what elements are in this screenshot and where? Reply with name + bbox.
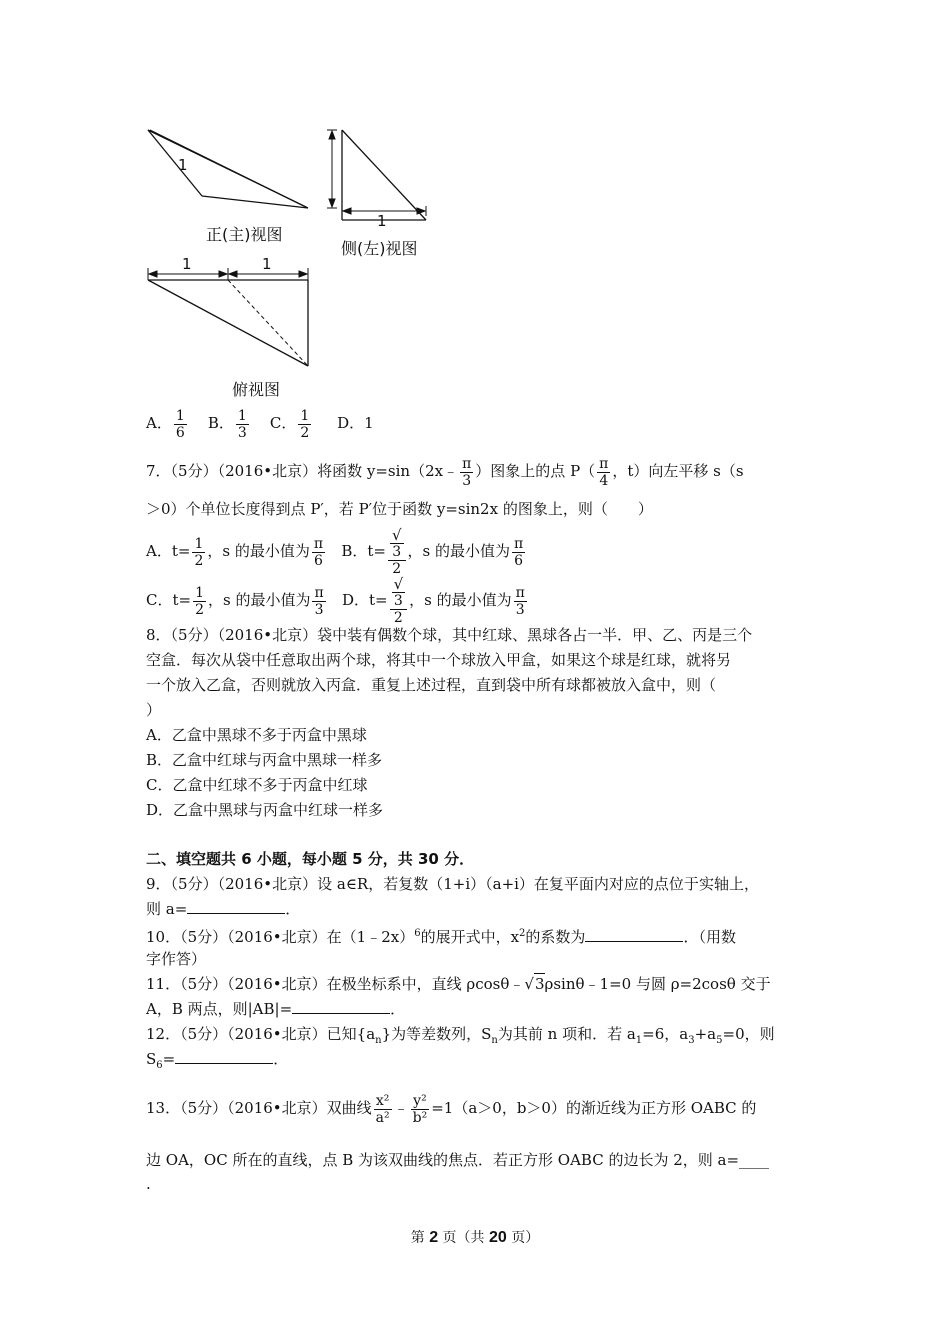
q8-line3: 一个放入乙盒，否则就放入丙盒．重复上述过程，直到袋中所有球都被放入盒中，则（	[146, 676, 717, 694]
q7-b-s-value	[512, 536, 525, 569]
q7-three: 3	[462, 472, 472, 489]
q7-d-s-value	[514, 585, 527, 618]
q11-answer-blank[interactable]	[292, 999, 390, 1014]
q12-line1	[146, 1024, 775, 1051]
q8-line1: 8．（5分）（2016•北京）袋中装有偶数个球，其中红球、黑球各占一半．甲、乙、丙是三个	[146, 626, 753, 644]
q11-text-a: 11．（5分）（2016•北京）在极坐标系中，直线 ρcosθ﹣	[146, 975, 525, 993]
q7-c-pi: π	[314, 584, 324, 601]
q8-option-a: A．乙盒中黑球不多于丙盒中黑球	[146, 726, 367, 744]
q6-a-numerator: 1	[175, 407, 185, 424]
q12-suffix: ．	[273, 1050, 289, 1068]
q11-prefix: A，B 两点，则|AB|=	[146, 1000, 293, 1018]
q6-option-d: D．1	[337, 414, 374, 432]
q12-text-b: }为等差数列，S	[381, 1025, 492, 1043]
q7-b-prefix: B．t=	[341, 542, 386, 560]
top-left-width-label: 1	[182, 255, 192, 273]
q7-a-mid: ，s 的最小值为	[207, 542, 310, 560]
q13-text-a: 13．（5分）（2016•北京）双曲线	[146, 1099, 372, 1117]
q7-d-radicand: 3	[392, 592, 406, 609]
q7-b-den2: 6	[514, 552, 524, 569]
q7-stem-line1	[146, 452, 744, 490]
q7-a-num: 1	[194, 535, 204, 552]
q13-x-squared: x²	[374, 1093, 392, 1110]
top-view-drawing	[148, 280, 308, 366]
footer-total-pages: 20	[489, 1229, 507, 1246]
q7-a-t-value	[192, 536, 205, 569]
q10-text-a: 10．（5分）（2016•北京）在（1﹣2x）	[146, 928, 415, 946]
q7-d-den: 2	[393, 610, 403, 626]
front-view-caption: 正(主)视图	[206, 225, 283, 244]
q6-option-a-label: A．	[146, 414, 172, 432]
q6-option-a-fraction	[174, 408, 187, 441]
q12-sub-6: 6	[156, 1060, 163, 1071]
side-height-dimension	[327, 130, 337, 208]
top-width-dimensions	[148, 268, 308, 280]
q7-c-num: 1	[195, 584, 204, 601]
page-footer	[0, 1227, 950, 1247]
q7-d-prefix: D．t=	[341, 591, 388, 609]
q8-option-b: B．乙盒中红球与丙盒中黑球一样多	[146, 751, 383, 769]
q7-d-mid: ，s 的最小值为	[409, 591, 512, 609]
q7-c-den: 2	[195, 601, 204, 618]
q7-four: 4	[599, 472, 609, 489]
q10-text-b: 的展开式中，x	[420, 928, 520, 946]
q10-exponent-6: 6	[414, 928, 421, 939]
q7-b-pi: π	[514, 535, 524, 552]
q12-sub-1: 1	[635, 1035, 643, 1046]
q13-line2: 边 OA，OC 所在的直线，点 B 为该双曲线的焦点．若正方形 OABC 的边长为 2，则 a=____	[146, 1151, 770, 1169]
q7-c-prefix: C．t=	[146, 591, 192, 609]
q7-a-den: 2	[194, 552, 204, 569]
q13-y-over-b	[411, 1093, 430, 1126]
q13-x-over-a	[374, 1093, 392, 1126]
q7-c-den2: 3	[314, 601, 324, 618]
q7-text-1: 7．（5分）（2016•北京）将函数 y=sin（2x﹣	[146, 462, 459, 480]
q7-b-mid: ，s 的最小值为	[407, 542, 510, 560]
q12-sub-n: n	[375, 1035, 382, 1046]
q7-b-radicand: 3	[390, 543, 404, 560]
footer-middle: 页（共	[438, 1230, 489, 1246]
q11-suffix: ．	[390, 1000, 406, 1018]
q12-text-f: =0，则	[722, 1025, 775, 1043]
side-width-label: 1	[377, 212, 387, 230]
q10-text-d: ．（用数	[683, 928, 736, 946]
q6-option-c-fraction	[298, 408, 311, 441]
q7-c-t-value	[193, 585, 206, 618]
footer-suffix: 页）	[506, 1230, 540, 1246]
q13-a-squared: a²	[375, 1109, 390, 1126]
q8-line2: 空盒．每次从袋中任意取出两个球，将其中一个球放入甲盒，如果这个球是红球，就将另	[146, 651, 732, 669]
q9-suffix: ．	[285, 900, 301, 918]
section-heading: 二、填空题共 6 小题，每小题 5 分，共 30 分．	[146, 850, 475, 868]
q13-line1	[146, 1086, 756, 1130]
q12-text-e: +a	[694, 1025, 717, 1043]
q7-b-den: 2	[392, 561, 402, 577]
q7-a-prefix: A．t=	[146, 542, 191, 560]
q8-line4: ）	[146, 701, 162, 719]
q7-d-den2: 3	[515, 601, 525, 618]
q11-radicand: 3	[534, 975, 545, 993]
q6-c-numerator: 1	[300, 407, 310, 424]
q6-a-denominator: 6	[175, 424, 185, 441]
q10-text-c: 的系数为	[525, 928, 586, 946]
side-view-caption: 侧(左)视图	[341, 239, 418, 258]
q9-line2	[146, 899, 300, 919]
q7-options-ab	[146, 527, 527, 577]
q13-minus: ﹣	[393, 1099, 409, 1117]
top-right-width-label: 1	[262, 255, 272, 273]
q13-text-b: =1（a＞0，b＞0）的渐近线为正方形 OABC 的	[431, 1099, 757, 1117]
q12-answer-blank[interactable]	[175, 1049, 273, 1064]
q7-b-t-value: √ 3 2	[388, 527, 406, 577]
q12-sub-3: 3	[688, 1035, 695, 1046]
q6-b-denominator: 3	[237, 424, 247, 441]
q13-b-squared: b²	[412, 1109, 428, 1126]
q7-pi-over-4	[597, 456, 610, 489]
q6-c-denominator: 2	[300, 424, 310, 441]
q12-equals: =	[162, 1050, 176, 1068]
q12-text-a: 12．（5分）（2016•北京）已知{a	[146, 1025, 376, 1043]
q7-c-s-value	[312, 585, 325, 618]
q9-line1: 9．（5分）（2016•北京）设 a∈R，若复数（1+i）（a+i）在复平面内对应的点位于实轴上，	[146, 875, 759, 893]
q10-answer-blank[interactable]	[585, 927, 683, 942]
q7-d-t-value: √ 3 2	[390, 576, 408, 626]
q7-pi-2: π	[599, 455, 609, 472]
q10-line1	[146, 924, 736, 947]
q6-option-c-label: C．	[269, 414, 297, 432]
side-view-drawing	[342, 130, 426, 220]
q12-sub-5: 5	[716, 1035, 723, 1046]
q6-b-numerator: 1	[237, 407, 247, 424]
q10-exponent-2: 2	[519, 928, 526, 939]
q7-a-den2: 6	[313, 552, 323, 569]
q7-text-2: ）图象上的点 P（	[475, 462, 596, 480]
q7-a-s-value	[312, 536, 325, 569]
q6-option-b-label: B．	[207, 414, 234, 432]
q7-pi: π	[462, 455, 472, 472]
front-view-drawing	[148, 130, 308, 208]
q10-line2: 字作答）	[146, 950, 207, 968]
q13-y-squared: y²	[411, 1093, 430, 1110]
q13-line3: .	[146, 1175, 151, 1193]
q7-a-pi: π	[313, 535, 324, 552]
footer-page-number: 2	[429, 1229, 439, 1246]
q7-pi-over-3	[460, 456, 473, 489]
side-height-label: 1	[178, 156, 188, 174]
q7-stem-line2: ＞0）个单位长度得到点 P′，若 P′位于函数 y=sin2x 的图象上，则（ ）	[146, 500, 653, 518]
q8-option-c: C．乙盒中红球不多于丙盒中红球	[146, 776, 368, 794]
q12-line2	[146, 1049, 288, 1076]
q9-prefix: 则 a=	[146, 900, 188, 918]
q11-line1: 11．（5分）（2016•北京）在极坐标系中，直线 ρcosθ﹣√3ρsinθ﹣1=0 与圆 ρ=2cosθ 交于	[146, 975, 771, 993]
q11-text-b: ρsinθ﹣1=0 与圆 ρ=2cosθ 交于	[544, 975, 771, 993]
q7-options-cd	[146, 576, 529, 626]
q12-text-c: 为其前 n 项和．若 a	[497, 1025, 636, 1043]
q12-sub-n-2: n	[491, 1035, 498, 1046]
q11-line2	[146, 999, 405, 1019]
q6-option-b-fraction	[236, 408, 249, 441]
q12-s: S	[146, 1050, 157, 1068]
footer-prefix: 第	[410, 1230, 430, 1246]
q12-text-d: =6，a	[642, 1025, 689, 1043]
q7-text-3: ，t）向左平移 s（s	[612, 462, 744, 480]
q6-options	[146, 404, 374, 442]
q8-option-d: D．乙盒中黑球与丙盒中红球一样多	[146, 801, 384, 819]
q7-d-pi: π	[515, 584, 525, 601]
q9-answer-blank[interactable]	[187, 899, 285, 914]
q7-c-mid: ，s 的最小值为	[208, 591, 311, 609]
top-view-caption: 俯视图	[232, 380, 281, 399]
